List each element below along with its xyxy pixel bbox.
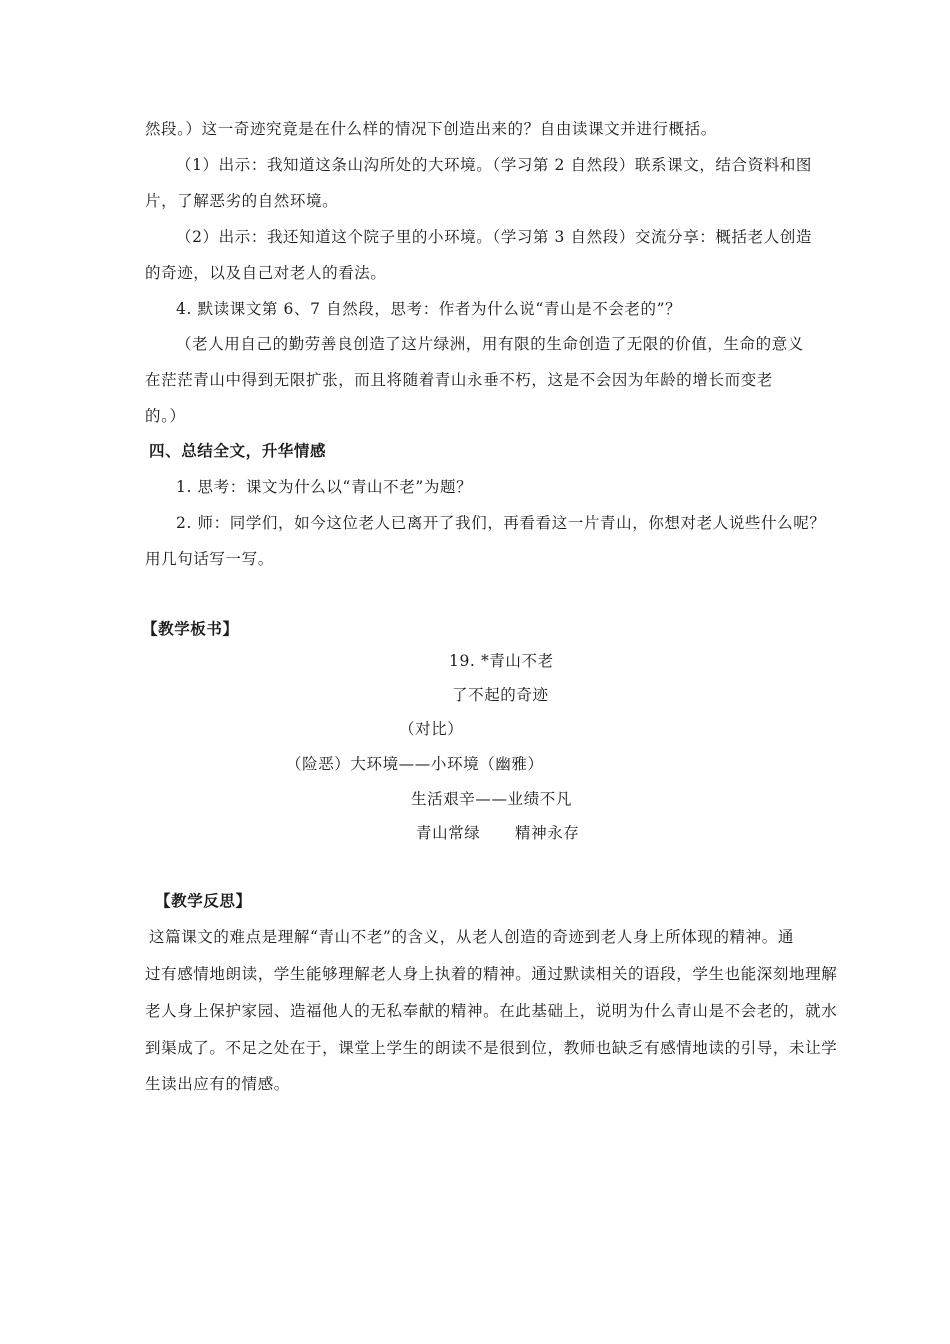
reflection-line-2: 过有感情地朗读，学生能够理解老人身上执着的精神。通过默读相关的语段，学生也能深刻地理解	[145, 965, 838, 983]
board-subtitle: 了不起的奇迹	[452, 686, 549, 704]
board-heading: 【教学板书】	[142, 620, 239, 638]
reflection-line-1: 这篇课文的难点是理解“青山不老”的含义，从老人创造的奇迹到老人身上所体现的精神。通	[149, 928, 794, 946]
body-line-2: （1）出示：我知道这条山沟所处的大环境。（学习第 2 自然段）联系课文，结合资料和图	[176, 156, 813, 174]
board-title: 19. *青山不老	[449, 652, 554, 670]
section-4-line-1: 1. 思考：课文为什么以“青山不老”为题？	[176, 478, 473, 496]
board-contrast: （对比）	[399, 720, 464, 738]
body-line-7: （老人用自己的勤劳善良创造了这片绿洲，用有限的生命创造了无限的价值，生命的意义	[176, 335, 804, 353]
reflection-heading: 【教学反思】	[155, 892, 252, 910]
body-line-1: 然段。）这一奇迹究竟是在什么样的情况下创造出来的？自由读课文并进行概括。	[145, 120, 717, 138]
section-4-line-2: 2. 师：同学们，如今这位老人已离开了我们，再看看这一片青山，你想对老人说些什么呢？	[176, 514, 826, 532]
body-line-3: 片，了解恶劣的自然环境。	[145, 192, 339, 210]
section-4-line-3: 用几句话写一写。	[145, 550, 274, 568]
reflection-line-3: 老人身上保护家园、造福他人的无私奉献的精神。在此基础上，说明为什么青山是不会老的，就水	[145, 1002, 838, 1020]
board-environment: （险恶）大环境——小环境（幽雅）	[286, 755, 544, 773]
body-line-9: 的。）	[145, 407, 186, 425]
body-line-5: 的奇迹，以及自己对老人的看法。	[145, 264, 387, 282]
reflection-line-5: 生读出应有的情感。	[145, 1075, 290, 1093]
board-green-mountain: 青山常绿	[416, 824, 481, 842]
body-line-8: 在茫茫青山中得到无限扩张，而且将随着青山永垂不朽，这是不会因为年龄的增长而变老	[145, 371, 773, 389]
body-line-4: （2）出示：我还知道这个院子里的小环境。（学习第 3 自然段）交流分享：概括老人创造	[176, 228, 813, 246]
board-spirit: 精神永存	[515, 824, 580, 842]
section-4-heading: 四、总结全文，升华情感	[149, 442, 327, 460]
body-line-6: 4. 默读课文第 6、7 自然段，思考：作者为什么说“青山是不会老的”？	[176, 300, 682, 318]
board-life: 生活艰辛——业绩不凡	[411, 790, 573, 808]
reflection-line-4: 到渠成了。不足之处在于，课堂上学生的朗读不是很到位，教师也缺乏有感情地读的引导，未让学	[145, 1039, 838, 1057]
